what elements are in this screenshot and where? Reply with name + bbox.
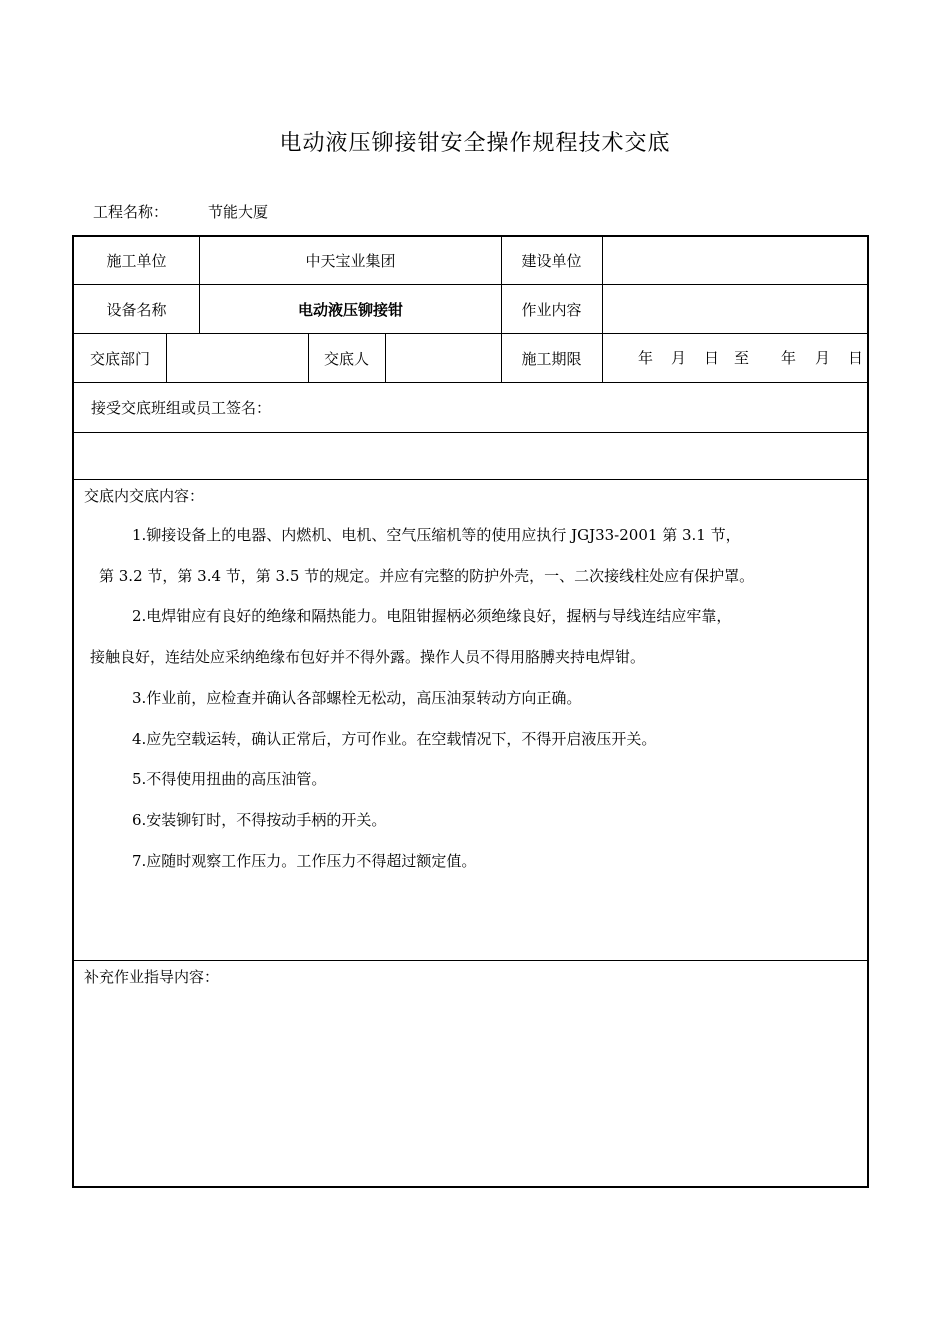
supplement-heading: 补充作业指导内容：: [84, 968, 220, 986]
document-title: 电动液压铆接钳安全操作规程技术交底: [279, 131, 671, 156]
date-year-start: 年: [638, 349, 654, 367]
date-day-end: 日: [848, 349, 864, 367]
equipment-label: 设备名称: [106, 300, 167, 319]
row-divider: [74, 432, 867, 433]
dept-label: 交底部门: [89, 349, 150, 368]
row-divider: [74, 382, 867, 383]
signature-label: 接受交底班组或员工签名：: [91, 399, 272, 417]
row-divider: [74, 960, 867, 961]
date-month-end: 月: [815, 349, 831, 367]
content-line: 7.应随时观察工作压力。工作压力不得超过额定值。: [132, 852, 477, 870]
project-value: 节能大厦: [208, 203, 269, 221]
date-to: 至: [734, 349, 750, 367]
content-line: 2.电焊钳应有良好的绝缘和隔热能力。电阻钳握柄必须绝缘良好，握柄与导线连结应牢靠，: [132, 607, 732, 625]
disclosure-form: [72, 235, 869, 1188]
build-unit-label: 建设单位: [521, 252, 582, 270]
construction-unit-value: 中天宝业集团: [305, 252, 396, 270]
content-line: 5.不得使用扭曲的高压油管。: [132, 770, 327, 788]
content-line: 6.安装铆钉时，不得按动手柄的开关。: [132, 811, 387, 829]
work-content-value: [603, 285, 869, 333]
equipment-value: 电动液压铆接钳: [297, 300, 403, 319]
dept-value: [167, 334, 308, 382]
content-line: 接触良好，连结处应采纳绝缘布包好并不得外露。操作人员不得用胳膊夹持电焊钳。: [90, 648, 646, 666]
build-unit-value: [603, 237, 869, 284]
project-label: 工程名称：: [93, 203, 169, 221]
person-label: 交底人: [323, 349, 369, 368]
work-content-label: 作业内容: [521, 300, 582, 319]
date-day-start: 日: [704, 349, 720, 367]
content-line: 第 3.2 节，第 3.4 节，第 3.5 节的规定。并应有完整的防护外壳，一、二次接线柱处应有保护罩。: [99, 567, 755, 585]
period-label: 施工期限: [521, 349, 582, 368]
construction-unit-label: 施工单位: [106, 252, 167, 270]
content-line: 3.作业前，应检查并确认各部螺栓无松动，高压油泵转动方向正确。: [132, 689, 582, 707]
content-line: 4.应先空载运转，确认正常后，方可作业。在空载情况下，不得开启液压开关。: [132, 730, 657, 748]
project-name: [93, 201, 268, 222]
content-line: 1.铆接设备上的电器、内燃机、电机、空气压缩机等的使用应执行 JGJ33-2001 第 3.1 节，: [132, 526, 741, 544]
row-divider: [74, 479, 867, 480]
person-value: [386, 334, 501, 382]
date-month-start: 月: [671, 349, 687, 367]
period-dates: [603, 334, 869, 382]
content-heading: 交底内交底内容：: [84, 487, 205, 505]
date-year-end: 年: [781, 349, 797, 367]
